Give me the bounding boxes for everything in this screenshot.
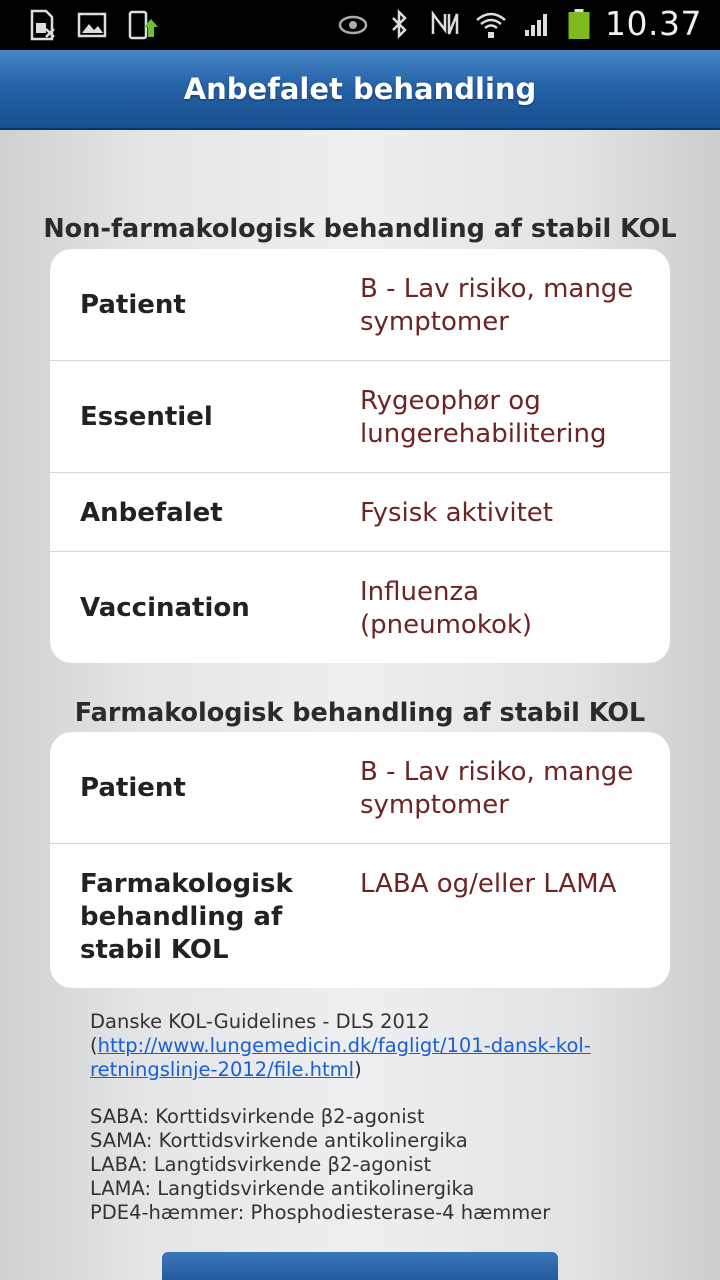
abbreviation-item: LABA: Langtidsvirkende β2-agonist xyxy=(90,1153,432,1176)
upload-icon xyxy=(126,9,158,41)
pharma-card xyxy=(50,732,670,988)
bluetooth-icon xyxy=(383,8,415,40)
sim-card-icon xyxy=(26,9,58,41)
page-title: Anbefalet behandling xyxy=(183,72,537,106)
table-row xyxy=(50,473,670,552)
table-row xyxy=(50,732,670,844)
row-value: B - Lav risiko, mange symptomer xyxy=(360,757,634,820)
row-label: Farmakologisk behandling af stabil KOL xyxy=(80,869,293,965)
row-value: LABA og/eller LAMA xyxy=(360,869,617,899)
section-title-pharma: Farmakologisk behandling af stabil KOL xyxy=(74,698,646,728)
row-value: Rygeophør og lungerehabilitering xyxy=(360,386,607,449)
nonpharma-card xyxy=(50,249,670,663)
eye-icon xyxy=(337,8,369,40)
source-suffix: ) xyxy=(354,1058,362,1081)
wifi-icon xyxy=(475,8,507,40)
table-row xyxy=(50,844,670,988)
row-value: B - Lav risiko, mange symptomer xyxy=(360,274,634,337)
action-bar xyxy=(0,50,720,130)
status-bar xyxy=(0,0,720,50)
nfc-icon xyxy=(429,8,461,40)
row-label: Anbefalet xyxy=(80,498,223,528)
source-prefix: Danske KOL-Guidelines - DLS 2012 ( xyxy=(90,1010,430,1057)
table-row xyxy=(50,361,670,473)
abbreviation-item: PDE4-hæmmer: Phosphodiesterase-4 hæmmer xyxy=(90,1201,551,1224)
status-time: 10.37 xyxy=(605,4,702,43)
row-value: Influenza (pneumokok) xyxy=(360,577,533,640)
source-link[interactable]: http://www.lungemedicin.dk/fagligt/101-dansk-kol-retningslinje-2012/file.html xyxy=(90,1034,591,1081)
row-label: Patient xyxy=(80,290,186,320)
source-note xyxy=(90,1010,650,1082)
signal-icon xyxy=(521,8,553,40)
row-label: Essentiel xyxy=(80,402,213,432)
abbreviation-item: LAMA: Langtidsvirkende antikolinergika xyxy=(90,1177,475,1200)
row-label: Vaccination xyxy=(80,593,250,623)
abbreviation-item: SABA: Korttidsvirkende β2-agonist xyxy=(90,1105,425,1128)
section-title-nonpharma: Non-farmakologisk behandling af stabil KOL xyxy=(43,214,677,244)
row-value: Fysisk aktivitet xyxy=(360,498,553,528)
bottom-action-button[interactable] xyxy=(162,1252,558,1280)
table-row xyxy=(50,249,670,361)
image-icon xyxy=(76,9,108,41)
table-row xyxy=(50,552,670,663)
battery-icon xyxy=(567,6,591,42)
abbreviation-item: SAMA: Korttidsvirkende antikolinergika xyxy=(90,1129,468,1152)
row-label: Patient xyxy=(80,773,186,803)
abbreviation-list xyxy=(90,1105,650,1225)
